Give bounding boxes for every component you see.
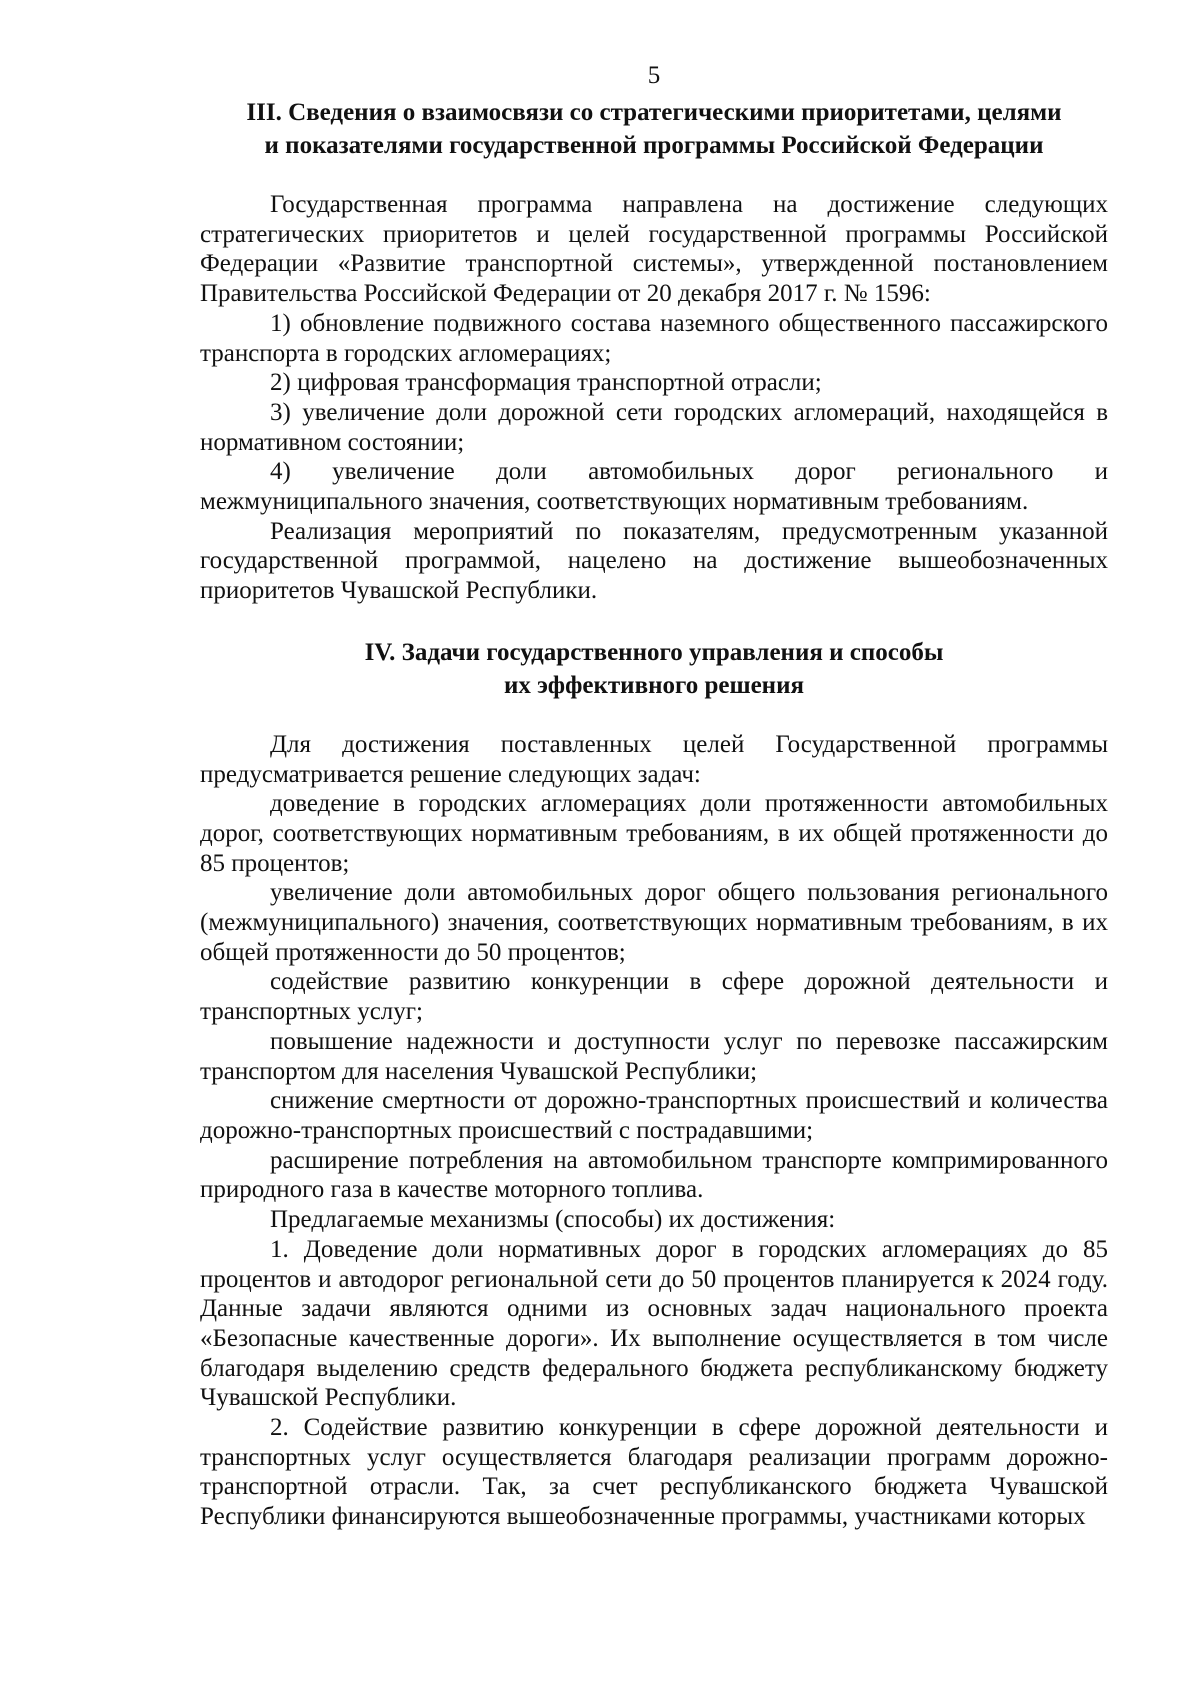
section-3-paragraph: Государственная программа направлена на достижение следующих стратегических приоритетов и целей государственной программы Российской Федерации «Развитие транспортной системы», утвержденной постановлением Правительства Российской Федерации от 20 декабря 2017 г. № 1596: [200,191,1108,308]
section-3-paragraph: Реализация мероприятий по показателям, предусмотренным указанной государственной программой, нацелено на достижение вышеобозначенных приоритетов Чувашской Республики. [200,517,1108,605]
section-4-heading-line-1: IV. Задачи государственного управления и способы [364,638,944,666]
section-4-heading [200,636,1108,702]
section-3-list-item: 2) цифровая трансформация транспортной отрасли; [270,369,822,397]
section-4-mechanism-item: 2. Содействие развитию конкуренции в сфере дорожной деятельности и транспортных услуг осуществляется благодаря реализации программ дорожно-транспортной отрасли. Так, за счет республиканского бюджета Чувашской Республики финансируются вышеобозначенные программы, участниками которых [200,1414,1108,1531]
section-3-list-item: 1) обновление подвижного состава наземного общественного пассажирского транспорта в городских агломерациях; [200,309,1108,367]
section-4-mechanism-item: 1. Доведение доли нормативных дорог в городских агломерациях до 85 процентов и автодорог региональной сети до 50 процентов планируется к 2024 году. Данные задачи являются одними из основных задач национального проекта «Безопасные качественные дороги». Их выполнение осуществляется в том числе благодаря выделению средств федерального бюджета республиканскому бюджету Чувашской Республики. [200,1235,1108,1412]
section-3-list-item: 4) увеличение доли автомобильных дорог регионального и межмуниципального значения, соответствующих нормативным требованиям. [200,458,1108,516]
section-4-heading-line-2: их эффективного решения [503,671,804,699]
section-4-task-item: повышение надежности и доступности услуг по перевозке пассажирским транспортом для населения Чувашской Республики; [200,1027,1108,1085]
section-4-body [200,730,1108,1532]
section-4-task-item: снижение смертности от дорожно-транспортных происшествий и количества дорожно-транспортных происшествий с пострадавшими; [200,1087,1108,1144]
section-3-heading-line-2: и показателями государственной программы Российской Федерации [264,132,1044,159]
section-3-body [200,190,1108,606]
section-4-task-item: увеличение доли автомобильных дорог общего пользования регионального (межмуниципального) значения, соответствующих нормативным требованиям, в их общей протяженности до 50 процентов; [200,879,1108,966]
section-3-heading-line-1: III. Сведения о взаимосвязи со стратегическими приоритетами, целями [246,99,1062,126]
document-page [200,60,1108,1532]
section-4-task-item: расширение потребления на автомобильном транспорте компримированного природного газа в качестве моторного топлива. [200,1146,1108,1204]
page-number: 5 [647,62,661,89]
section-3-heading [200,96,1108,162]
section-4-task-item: содействие развитию конкуренции в сфере дорожной деятельности и транспортных услуг; [200,968,1108,1026]
section-4-task-item: доведение в городских агломерациях доли протяженности автомобильных дорог, соответствующих нормативным требованиям, в их общей протяженности до 85 процентов; [200,790,1108,877]
section-4-paragraph: Для достижения поставленных целей Государственной программы предусматривается решение следующих задач: [200,730,1108,788]
section-4-paragraph: Предлагаемые механизмы (способы) их достижения: [270,1206,836,1234]
section-3-list-item: 3) увеличение доли дорожной сети городских агломераций, находящейся в нормативном состоянии; [200,398,1108,456]
